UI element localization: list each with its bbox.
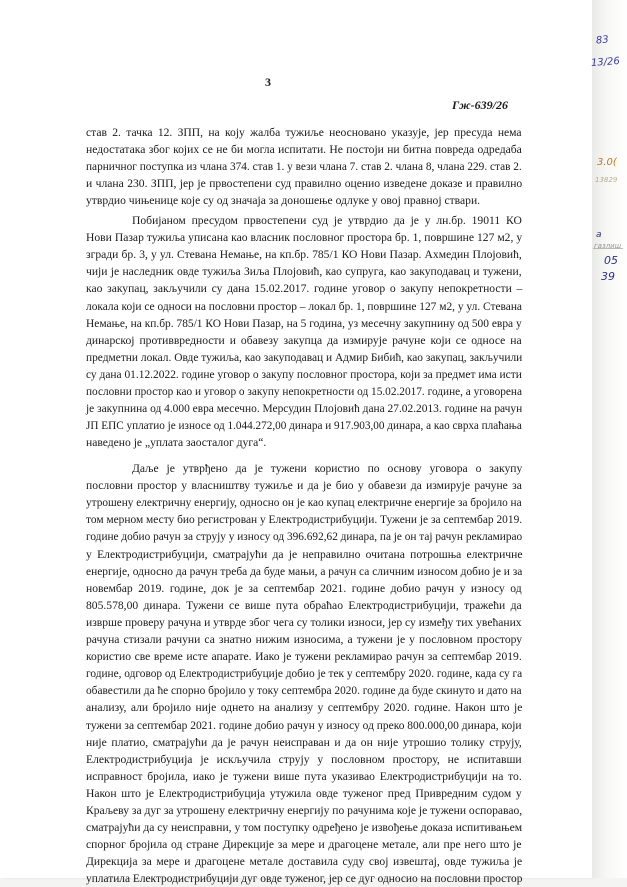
text-line: утрошену електричну енергију, односно он је као купац електричне енергије за бројило на [86, 496, 522, 510]
text-line: године добио рачун за струју у износу од 396.692,62 динара, па је он тај рачун рекламирао [86, 530, 523, 544]
text-line: локала који се односи на пословни простор – локал бр. 1, површине 127 м2, у ул. Стевана [86, 299, 523, 313]
text-line: чији је наследник овде тужиља Зиља Плојовић, као супруга, као закуподавац и тужени, [86, 265, 522, 279]
text-line: Побијаном пресудом првостепени суд је утврдио да је у лн.бр. 19011 КО [132, 214, 522, 227]
text-line: том мерном месту био регистрован у Електродистрибуцији. Тужени је за септембар 2019. [86, 513, 523, 527]
margin-underline [593, 248, 623, 249]
text-line: пословни простор у власништву тужиље и да је био у обавези да измирује рачуне за [86, 479, 522, 493]
text-line: исправност бројила, иако је тужени више пута указивао Електродистрибуцији на то. [86, 769, 522, 783]
margin-note: 83 [595, 34, 610, 47]
text-line: Након што је Електродистрибуција утужила овде туженог пред Привредним судом у [86, 786, 522, 800]
text-line: уплатила Електродистрибуцији дуг овде туженог, јер се дуг односио на пословни простор [86, 872, 523, 886]
text-line: пословни простор као и уговор о закупу непокретности од 15.02.2017. године, а уговорена [86, 385, 522, 398]
text-line: анализу, али бројило није однето на анализу у септембру 2020. године. Након што је [86, 701, 523, 715]
text-line: Електродистрибуција је искључила струју у пословном простору, не испитавши [86, 752, 522, 766]
text-line: је закупнина од 4.000 евра месечно. Мерсудин Плојовић дана 27.02.2013. године на рачун [86, 402, 523, 416]
margin-note: 13/26 [590, 56, 621, 69]
text-line: Даље је утврђено да је тужени користио по основу уговора о закупу [132, 462, 523, 475]
text-line: 805.578,00 динара. Тужени се више пута обраћао Електродистрибуцији, тражећи да [86, 598, 522, 612]
margin-note: 05 [604, 254, 618, 267]
text-line: динарској противвредности и обавезу закупца да измирује рачуне који се односе на [86, 333, 522, 347]
text-line: Дирекција за мере и драгоцене метале доставила суду свој извештај, овде тужиља је [86, 855, 523, 869]
margin-note: a [596, 230, 602, 240]
margin-note: 3.0( [597, 157, 617, 168]
text-line: рачуна стизали рачуни са знатно нижим износима, а тужени је у пословном простору [86, 633, 523, 646]
text-line: у Електродистрибуцији, сматрајући да је неправилно очитана потрошња електричне [86, 547, 523, 561]
text-line: новембар 2019. године, док је за септембар 2021. године добио рачун у износу од [86, 581, 522, 595]
text-line: Нови Пазар тужиља уписана као власник пословног простора бр. 1, површине 127 м2, у [86, 231, 523, 245]
text-line: згради бр. 3, у ул. Стевана Немање, на кп.бр. 785/1 КО Нови Пазар. Ахмедин Плојовић, [86, 248, 522, 262]
page-number: 3 [265, 75, 271, 89]
text-line: Немање, на кп.бр. 785/1 КО Нови Пазар, на 5 година, уз месечну закупнину од 500 евра у [86, 316, 522, 330]
text-line: су дана 01.12.2022. године уговор о закупу пословног простора, који за предмет има исти [86, 367, 522, 381]
text-line: тужени за септембар 2021. године добио рачун у износу од преко 800.000,00 динара, који [86, 718, 522, 732]
text-line: обавестили да ће спорно бројило у току септембра 2020. године да буде скинуто и дато на [86, 684, 522, 698]
margin-note: 39 [601, 270, 615, 283]
text-line: није платио, сматрајући да је рачун неисправан и да он није утрошио толику струју, [86, 735, 522, 749]
text-line: као закупац, закључили су дана 15.02.2017. године уговор о закупу непокретности – [86, 282, 523, 296]
text-line: и члана 230. ЗПП, јер је првостепени суд правилно оценио изведене доказе и правилно [86, 177, 523, 191]
text-line: користио све време исте апарате. Иако је тужени рекламирао рачун за септембар 2019. [86, 650, 522, 664]
text-line: енергије, односно да рачун треба да буде мањи, а рачун са сличним износом добио је и за [86, 564, 523, 578]
text-line: став 2. тачка 12. ЗПП, на коју жалба тужиље неосновано указује, јер пресуда нема [86, 126, 522, 139]
text-line: парничног поступка из члана 374. став 1. у вези члана 7. став 2. члана 8, члана 229. став 2. [86, 160, 522, 174]
text-line: наведено је „уплата заосталог дуга“. [86, 436, 267, 450]
text-line: године, одговор од Електродистрибуције добио је тек у септембру 2020. године, када су га [86, 667, 523, 681]
text-line: утврдио чињенице које су од значаја за доношење одлуке у овој правној ствари. [86, 194, 481, 208]
text-line: Краљеву за дуг за утрошену електричну енергију по рачунима које је тужени оспоравао, [86, 804, 523, 817]
text-line: предметни локал. Овде тужиља, као закуподавац и Адмир Бибић, као закупац, закључили [86, 350, 523, 364]
case-number: Гж-639/26 [452, 98, 509, 112]
text-line: сматрајући да су неисправни, у том поступку одређено је извођење доказа испитивањем [86, 821, 523, 835]
text-line: изврше проверу рачуна и утврде због чега су толики износи, јер су између тих увећаних [86, 615, 522, 629]
margin-note: 13829 [595, 176, 618, 184]
text-line: недостатака због којих се не би могла испитати. Не постоји ни битна повреда одредаба [86, 143, 522, 157]
margin-note: газлиш [594, 242, 622, 250]
page-edge [592, 0, 627, 878]
text-line: спорног бројила од стране Дирекције за мере и драгоцене метале, али пре него што је [86, 838, 522, 852]
text-line: ЈП ЕПС уплатио је износе од 1.044.272,00 динара и 917.903,00 динара, а као сврха плаћања [86, 419, 522, 433]
